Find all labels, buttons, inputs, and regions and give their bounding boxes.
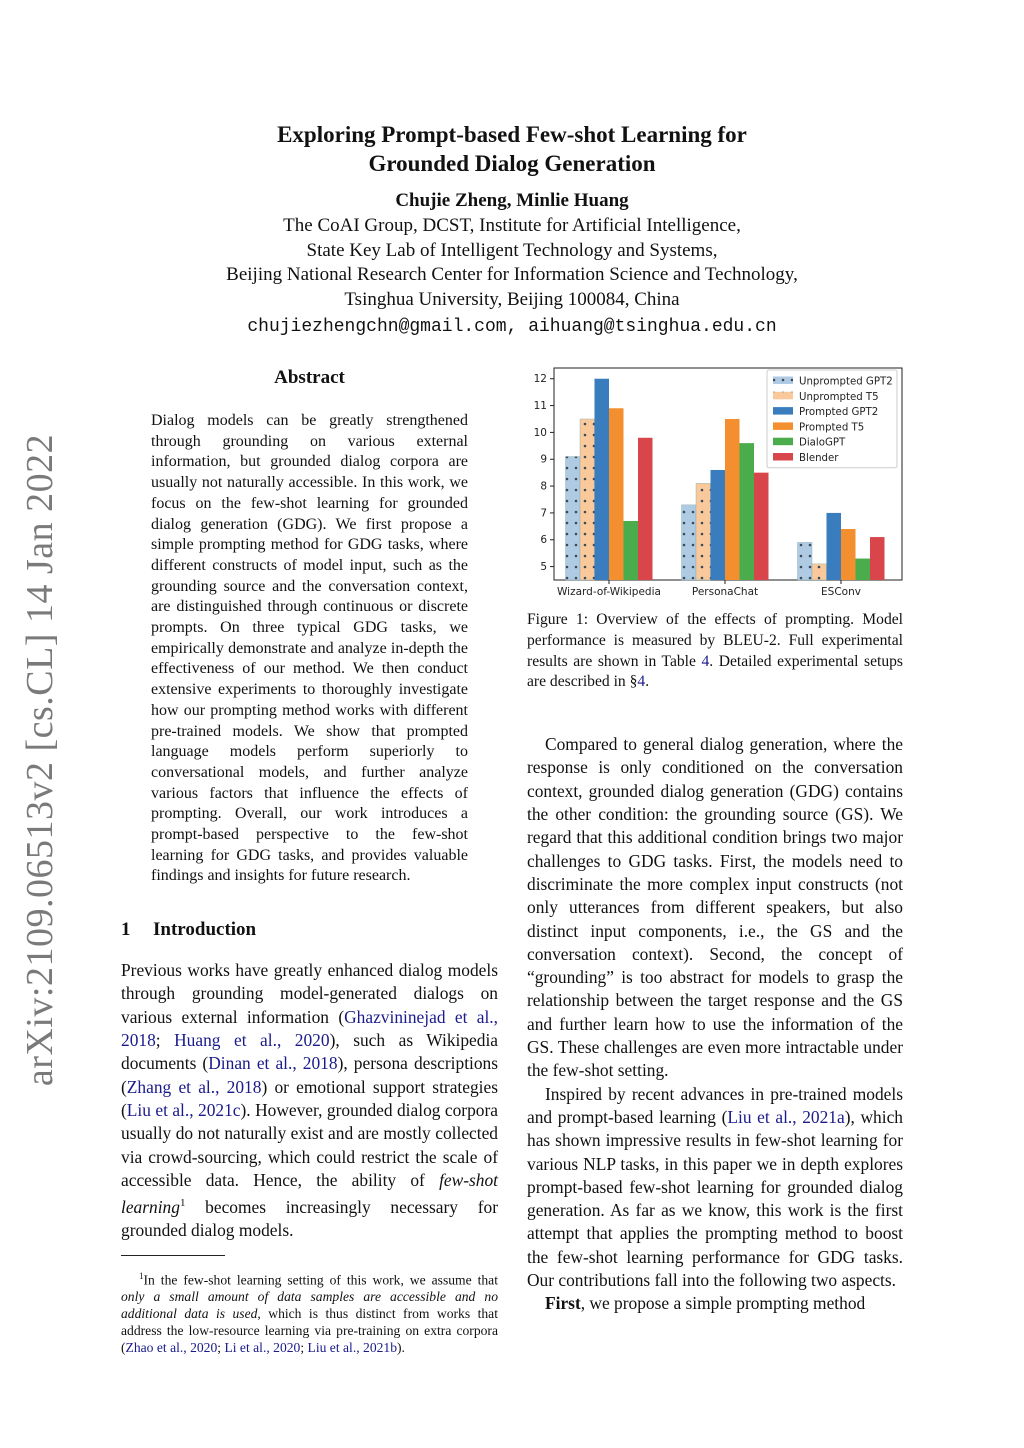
footnote-number: 1 xyxy=(139,1270,144,1281)
text-run: Previous works have greatly enhanced dialog models through grounding model-generated dialogs on various external information ( xyxy=(121,960,498,1027)
figure-caption xyxy=(527,610,903,693)
affiliation-line: Beijing National Research Center for Information Science and Technology, xyxy=(226,264,798,285)
text-run: , which is thus distinct from works that address the low-resource learning via pre-training on extra corpora ( xyxy=(121,1306,498,1356)
citation-link[interactable]: Zhao et al., 2020 xyxy=(125,1340,218,1356)
abstract-heading: Abstract xyxy=(274,367,345,388)
text-run: ) or emotional support strategies ( xyxy=(121,1076,498,1120)
bar-dot-pattern xyxy=(798,542,813,580)
x-tick-label: ESConv xyxy=(821,586,861,598)
legend-label: Prompted GPT2 xyxy=(799,407,879,419)
y-tick-label: 5 xyxy=(540,561,547,574)
table-ref-link[interactable]: 4 xyxy=(701,652,710,670)
affiliation-line: The CoAI Group, DCST, Institute for Artificial Intelligence, xyxy=(283,215,741,236)
footnote-divider xyxy=(121,1255,225,1256)
citation-link[interactable]: Liu et al., 2021a xyxy=(727,1106,845,1127)
y-tick-label: 9 xyxy=(540,453,547,466)
legend-swatch xyxy=(773,438,793,446)
text-run: ; xyxy=(217,1340,225,1356)
figure-1 xyxy=(527,364,903,604)
section-title: Introduction xyxy=(153,919,257,941)
bar-prompted-t5 xyxy=(725,419,740,580)
bar-prompted-t5 xyxy=(841,529,856,580)
paragraph xyxy=(527,1292,903,1315)
arxiv-id-text: arXiv:2109.06513v2 [cs.CL] 14 Jan 2022 xyxy=(19,433,62,1087)
text-run: ). xyxy=(397,1340,405,1356)
legend-swatch-pattern xyxy=(773,377,793,385)
x-tick-label: Wizard-of-Wikipedia xyxy=(557,586,661,598)
text-run: ), which has shown impressive results in few-shot learning for various NLP tasks, in this paper we in depth explores prompt-based few-shot learning for grounded dialog generation. As far as we know, this work is the first attempt that applies the prompting method to boost the few-shot learning performance for GDG tasks. Our contributions fall into the following two aspects. xyxy=(527,1106,903,1291)
right-column xyxy=(527,364,903,1316)
citation-link[interactable]: Zhang et al., 2018 xyxy=(126,1076,262,1097)
x-tick-label: PersonaChat xyxy=(691,586,759,598)
title-line-1: Exploring Prompt-based Few-shot Learning for xyxy=(277,122,747,147)
authors: Chujie Zheng, Minlie Huang xyxy=(395,190,629,211)
y-tick-label: 8 xyxy=(540,480,547,493)
citation-link[interactable]: Dinan et al., 2018 xyxy=(208,1053,338,1074)
bar-dialogpt xyxy=(740,443,755,580)
bar-prompted-gpt2 xyxy=(827,513,842,580)
citation-link[interactable]: Liu et al., 2021c xyxy=(126,1099,241,1120)
legend-swatch-pattern xyxy=(773,392,793,400)
bar-dot-pattern xyxy=(566,457,581,580)
emphasis-text: few-shot learning xyxy=(121,1169,498,1217)
title-line-2: Grounded Dialog Generation xyxy=(368,151,656,176)
author-emails: chujiezhengchn@gmail.com, aihuang@tsinghua.edu.cn xyxy=(247,317,777,337)
bar-dialogpt xyxy=(856,559,871,580)
legend-label: Unprompted T5 xyxy=(799,391,879,403)
text-run: . Detailed experimental setups are described in § xyxy=(527,652,904,691)
affiliation xyxy=(120,214,904,312)
arxiv-identifier xyxy=(10,433,70,1087)
text-run: ; xyxy=(300,1340,308,1356)
paragraph xyxy=(527,1083,903,1293)
y-tick-label: 7 xyxy=(540,507,547,520)
section-heading-introduction xyxy=(121,919,498,941)
text-run: Inspired by recent advances in pre-trained models and prompt-based learning ( xyxy=(527,1083,903,1127)
y-tick-label: 11 xyxy=(533,400,547,413)
text-run: In the few-shot learning setting of this work, we assume that xyxy=(143,1272,498,1288)
citation-link[interactable]: Li et al., 2020 xyxy=(224,1340,301,1356)
legend-swatch xyxy=(773,407,793,415)
bar-blender xyxy=(638,438,653,580)
text-run: ), such as Wikipedia documents ( xyxy=(121,1030,499,1074)
bar-blender xyxy=(754,473,769,580)
emphasis-text: only a small amount of data samples are accessible and no additional data is used xyxy=(121,1289,498,1322)
text-run: , we propose a simple prompting method xyxy=(580,1293,866,1314)
intro-paragraph xyxy=(121,959,498,1242)
citation-link[interactable]: Huang et al., 2020 xyxy=(174,1030,330,1051)
legend-label: Blender xyxy=(799,453,839,464)
footnote-marker[interactable]: 1 xyxy=(179,1197,186,1210)
left-column xyxy=(121,364,498,1356)
y-tick-label: 12 xyxy=(533,373,547,386)
bar-dot-pattern xyxy=(812,564,827,580)
bar-dot-pattern xyxy=(580,419,595,580)
y-tick-label: 10 xyxy=(533,426,547,439)
paper-header xyxy=(120,120,904,340)
text-run: becomes increasingly necessary for grounded dialog models. xyxy=(121,1196,498,1241)
bar-prompted-gpt2 xyxy=(711,470,726,580)
text-run: ), persona descriptions ( xyxy=(121,1053,499,1097)
bar-dialogpt xyxy=(624,521,639,580)
legend-label: DialoGPT xyxy=(799,437,846,449)
bar-dot-pattern xyxy=(682,505,697,580)
affiliation-line: State Key Lab of Intelligent Technology and Systems, xyxy=(306,239,718,261)
legend-swatch xyxy=(773,422,793,430)
citation-link[interactable]: Ghazvininejad et al., 2018 xyxy=(121,1006,498,1051)
text-run: . xyxy=(645,673,650,691)
abstract-text: Dialog models can be greatly strengthened through grounding on various external information, but grounded dialog corpora are usually not naturally accessible. In this work, we focus on the few-shot learning for grounded dialog generation (GDG). We first propose a simple prompting method for GDG tasks, where different constructs of model input, such as the grounding source and the conversation context, are distinguished through continuous or discrete prompts. On three typical GDG tasks, we empirically demonstrate and analyze in-depth the effectiveness of our method. We then conduct extensive experiments to thoroughly investigate how our prompting method works with different pre-trained models. We show that prompted language models perform superiorly to conversational models, and further analyze various factors that influence the effects of prompting. Overall, our work introduces a prompt-based perspective to the few-shot learning for GDG tasks, and provides valuable findings and insights for future research. xyxy=(151,412,468,885)
bar-chart xyxy=(527,364,903,604)
citation-link[interactable]: Liu et al., 2021b xyxy=(307,1340,398,1356)
y-tick-label: 6 xyxy=(540,534,547,547)
legend-label: Prompted T5 xyxy=(799,422,865,434)
legend-label: Unprompted GPT2 xyxy=(799,376,893,388)
bar-prompted-gpt2 xyxy=(595,379,610,580)
bar-dot-pattern xyxy=(696,483,711,580)
right-body xyxy=(527,733,903,1315)
footnote xyxy=(121,1268,498,1357)
bold-text: First xyxy=(545,1293,581,1314)
text-run: ; xyxy=(155,1030,175,1051)
bar-blender xyxy=(870,537,885,580)
paragraph: Compared to general dialog generation, where the response is only conditioned on the conversation context, grounded dialog generation (GDG) contains the other condition: the grounding source (GS). We regard that this additional condition brings two major challenges to GDG tasks. First, the models need to discriminate the more complex input constructs (not only utterances from different speakers, but also distinct input components, i.e., the GS and the conversation context). Second, the concept of “grounding” is too abstract for models to grasp the relationship between the target response and the GS and further learn how to use the information of the GS. These challenges are even more intractable under the few-shot setting. xyxy=(527,734,903,1081)
affiliation-line: Tsinghua University, Beijing 100084, China xyxy=(344,288,680,310)
text-run: ). However, grounded dialog corpora usually do not naturally exist and are mostly collected via crowd-sourcing, which could restrict the scale of accessible data. Hence, the ability of xyxy=(121,1099,498,1190)
text-run: Figure 1: Overview of the effects of prompting. Model performance is measured by BLEU-2. Full experimental results are shown in Table xyxy=(527,611,903,670)
paper-title xyxy=(120,120,904,178)
bar-prompted-t5 xyxy=(609,408,624,580)
section-ref-link[interactable]: 4 xyxy=(637,673,646,691)
legend-swatch xyxy=(773,453,793,461)
section-number: 1 xyxy=(121,919,131,941)
